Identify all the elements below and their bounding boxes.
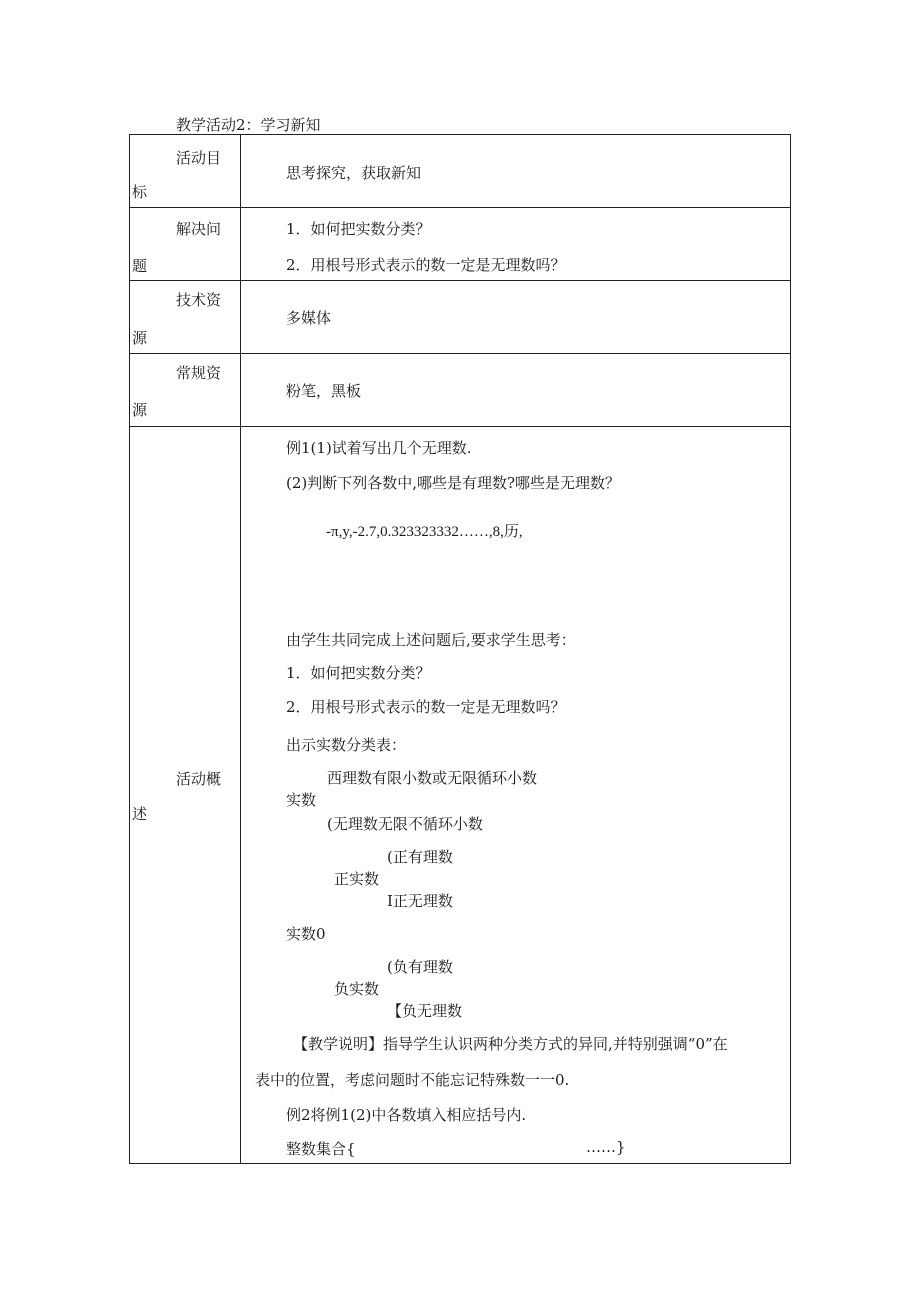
overview-content: [241, 427, 791, 1164]
content-line: 多媒体: [286, 309, 332, 327]
number-list: -π,y,-2.7,0.323323332……,8,历,: [326, 524, 523, 540]
row-label-line1: 技术资: [176, 291, 222, 309]
row-label: [130, 354, 241, 427]
classification1-root: 实数: [286, 791, 317, 809]
integer-set-label: 整数集合{: [286, 1140, 356, 1158]
classification-intro: 出示实数分类表：: [286, 736, 407, 754]
classification2-positive: 正实数: [334, 870, 380, 888]
classification2-negative-rational: (负有理数: [387, 958, 453, 976]
teaching-note-line2: 表中的位置，考虑问题时不能忘记特殊数一一0.: [255, 1071, 570, 1089]
row-label-line2: 源: [132, 401, 148, 419]
row-label: [130, 208, 241, 281]
classification2-positive-irrational: I正无理数: [387, 892, 453, 910]
row-label-line2: 述: [132, 805, 148, 823]
table-row-overview: [130, 427, 791, 1164]
row-content: [241, 208, 791, 281]
example1-part2-text: (2)判断下列各数中,哪些是有理数?哪些是无理数？: [286, 474, 621, 492]
row-label-line1: 常规资: [176, 364, 222, 382]
section-heading: 教学活动2：学习新知: [176, 116, 321, 134]
row-label-line1: 活动概: [176, 770, 222, 788]
content-line: 思考探究，获取新知: [286, 164, 422, 182]
classification2-positive-rational: (正有理数: [387, 848, 453, 866]
row-label-line1: 活动目: [176, 149, 222, 167]
activity-table: [129, 134, 791, 1164]
row-label: [130, 427, 241, 1164]
table-row: [130, 135, 791, 208]
classification2-negative-irrational: 【负无理数: [387, 1002, 463, 1020]
content-line: 1．如何把实数分类？: [286, 220, 431, 238]
prompt-text: 由学生共同完成上述问题后,要求学生思考：: [286, 631, 576, 649]
table-row: [130, 281, 791, 354]
row-content: [241, 135, 791, 208]
content-line: 粉笔，黑板: [286, 382, 362, 400]
example1-text: 例1(1)试着写出几个无理数.: [286, 439, 472, 457]
question-1: 1．如何把实数分类？: [286, 664, 431, 682]
table-row: [130, 354, 791, 427]
classification2-negative: 负实数: [334, 980, 380, 998]
example2-text: 例2将例1(2)中各数填入相应括号内.: [286, 1106, 527, 1124]
content-line: 2．用根号形式表示的数一定是无理数吗？: [286, 256, 566, 274]
classification1-top: 西理数有限小数或无限循环小数: [327, 769, 538, 787]
row-content: [241, 281, 791, 354]
question-2: 2．用根号形式表示的数一定是无理数吗？: [286, 698, 566, 716]
integer-set-end: ……}: [586, 1138, 626, 1156]
classification2-root: 实数0: [286, 925, 326, 943]
row-label-line2: 标: [132, 183, 148, 201]
row-content: [241, 354, 791, 427]
classification1-bottom: (无理数无限不循环小数: [327, 815, 483, 833]
row-label: [130, 135, 241, 208]
row-label: [130, 281, 241, 354]
row-label-line1: 解决问: [176, 220, 222, 238]
teaching-note-line1: 【教学说明】指导学生认识两种分类方式的异同,并特别强调“0”在: [293, 1035, 728, 1053]
table-row: [130, 208, 791, 281]
row-label-line2: 源: [132, 329, 148, 347]
row-label-line2: 题: [132, 257, 148, 275]
